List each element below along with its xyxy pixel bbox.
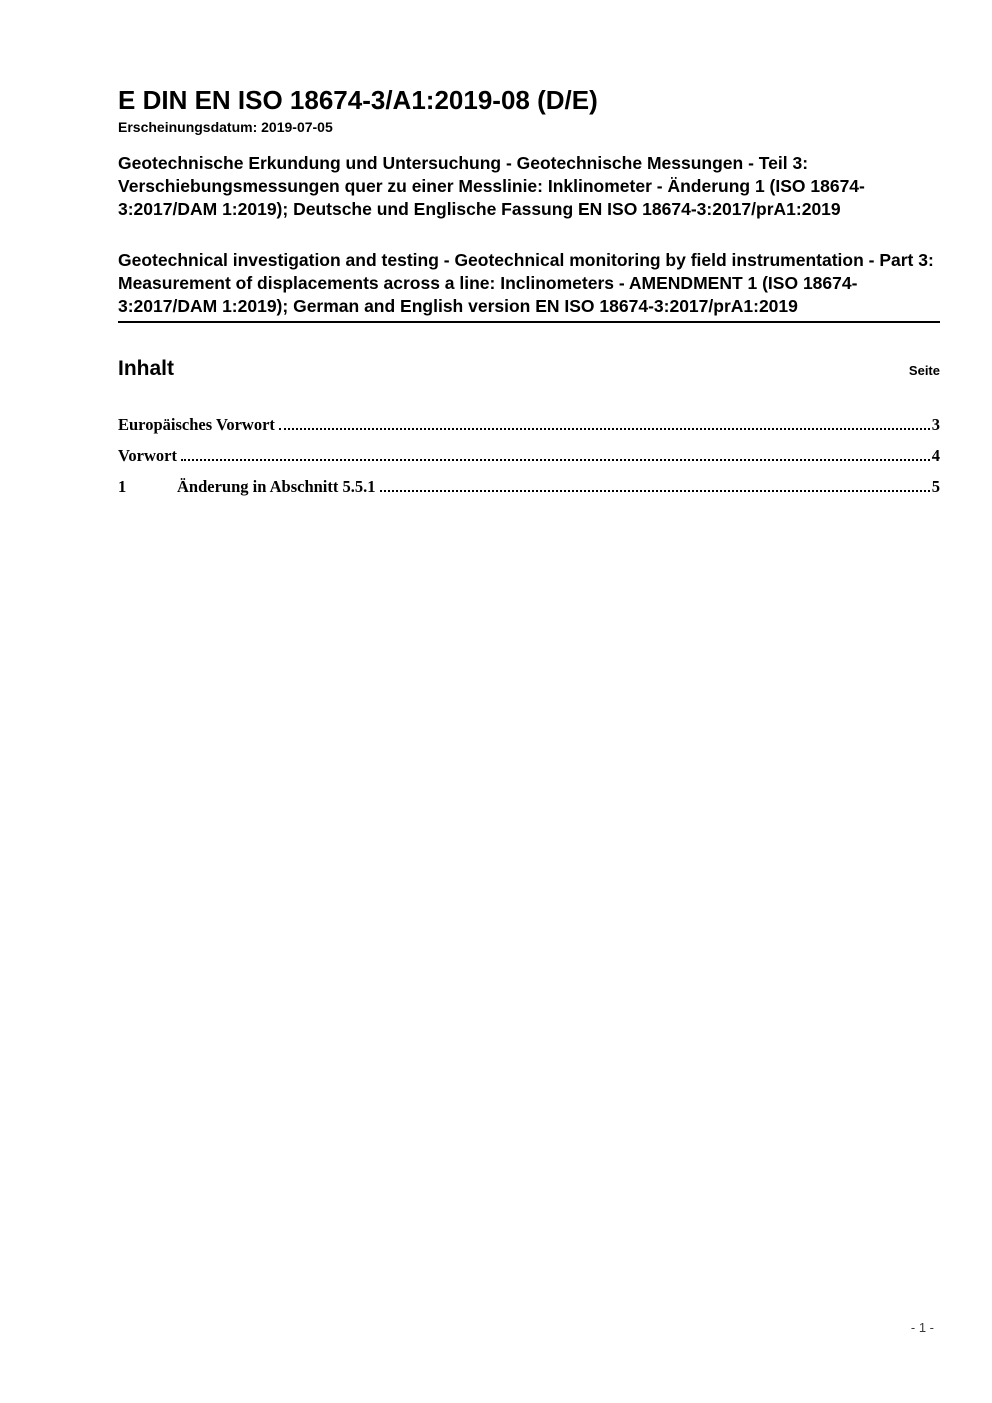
dot-leader	[380, 490, 930, 492]
toc-entry-label: Änderung in Abschnitt 5.5.1	[177, 477, 376, 496]
toc-entry-vorwort	[118, 446, 940, 465]
toc-page-column-label: Seite	[908, 363, 940, 378]
standard-title-english: Geotechnical investigation and testing - Geotechnical monitoring by field instrumentation - Part 3: Measurement of displacements across a line: Inclinometers - AMENDMENT 1 (ISO 18674-3:2017/DAM 1:2019); German and English version EN ISO 18674-3:2017/prA1:2019	[118, 250, 934, 316]
toc-header	[118, 356, 940, 381]
document-title: E DIN EN ISO 18674-3/A1:2019-08 (D/E)	[118, 85, 598, 115]
dot-leader	[181, 459, 930, 461]
toc-entry-number: 1	[118, 477, 127, 496]
toc-entry-aenderung-abschnitt	[118, 477, 940, 496]
toc-entry-page: 4	[931, 446, 940, 465]
toc-entry-page: 3	[931, 415, 940, 434]
toc-entry-page: 5	[931, 477, 940, 496]
divider-rule	[118, 321, 940, 323]
standard-title-german: Geotechnische Erkundung und Untersuchung - Geotechnische Messungen - Teil 3: Verschiebungsmessungen quer zu einer Messlinie: Inklinometer - Änderung 1 (ISO 18674-3:2017/DAM 1:2019); Deutsche und Englische Fassung EN ISO 18674-3:2017/prA1:2019	[118, 153, 865, 219]
table-of-contents	[118, 415, 940, 496]
page-content	[118, 0, 940, 508]
toc-entry-label: Europäisches Vorwort	[118, 415, 275, 434]
dot-leader	[279, 428, 930, 430]
page-number-footer: - 1 -	[910, 1320, 934, 1335]
publication-date: Erscheinungsdatum: 2019-07-05	[118, 119, 333, 135]
toc-entry-europaeisches-vorwort	[118, 415, 940, 434]
toc-entry-label: Vorwort	[118, 446, 177, 465]
toc-heading: Inhalt	[118, 357, 174, 380]
